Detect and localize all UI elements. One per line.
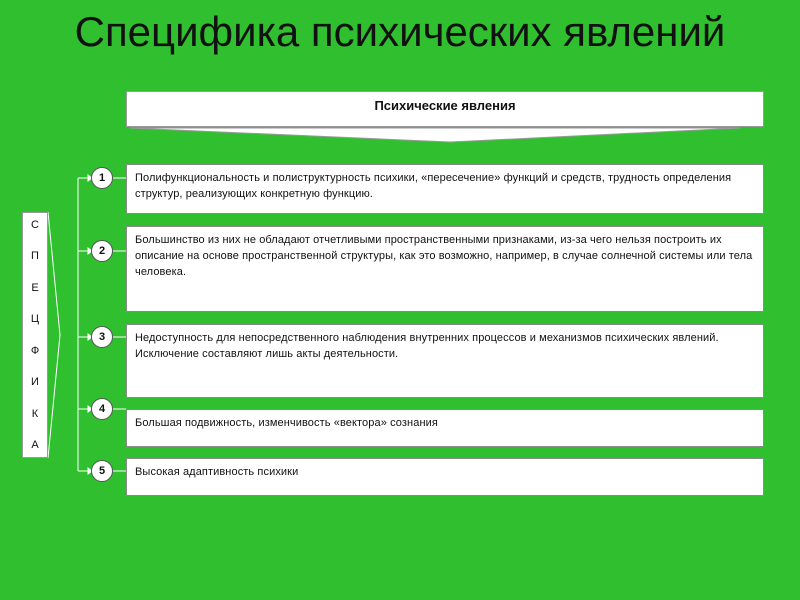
side-letter: И [31, 376, 39, 389]
item-number-3: 3 [91, 326, 113, 348]
slide-title: Специфика психических явлений [74, 8, 726, 55]
item-number-2: 2 [91, 240, 113, 262]
item-box-4: Большая подвижность, изменчивость «вектора» сознания [126, 409, 764, 447]
item-number-1: 1 [91, 167, 113, 189]
header-box: Психические явления [126, 91, 764, 127]
side-letter: А [31, 438, 39, 451]
side-vertical-word [22, 212, 48, 458]
item-box-5: Высокая адаптивность психики [126, 458, 764, 496]
item-box-2: Большинство из них не обладают отчетливыми пространственными признаками, из-за чего нельзя построить их описание на основе пространственной структуры, как это возможно, например, в случае солнечной системы или тела человека. [126, 226, 764, 312]
side-letter: К [31, 407, 39, 420]
side-letter: Ф [30, 344, 40, 357]
side-letter: Е [31, 281, 39, 294]
item-number-5: 5 [91, 460, 113, 482]
item-box-3: Недоступность для непосредственного наблюдения внутренних процессов и механизмов психических явлений. Исключение составляют лишь акты деятельности. [126, 324, 764, 398]
side-letter: С [31, 219, 39, 231]
item-number-4: 4 [91, 398, 113, 420]
side-letter: Ц [30, 313, 40, 326]
side-letter: П [31, 250, 39, 263]
item-box-1: Полифункциональность и полиструктурность психики, «пересечение» функций и средств, трудность определения структур, реализующих конкретную функцию. [126, 164, 764, 214]
